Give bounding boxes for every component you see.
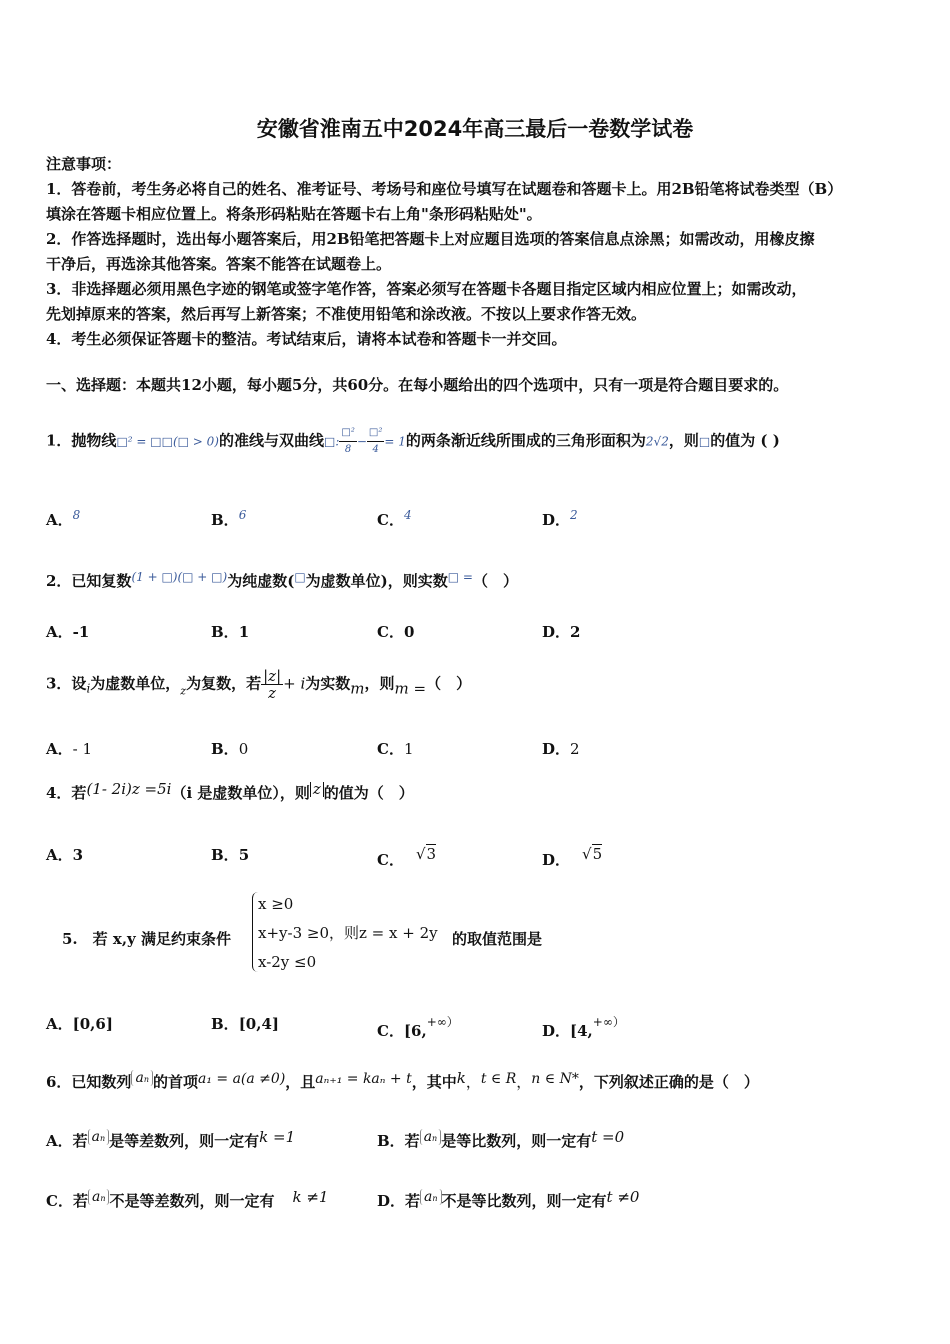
question-text: 为虚数单位)，则实数 <box>305 572 448 590</box>
option-c <box>377 844 436 870</box>
option-text: 不是等比数列，则一定有 <box>441 1192 607 1210</box>
question-text: ，则 <box>668 431 699 450</box>
question-text: 3．设 <box>46 674 87 693</box>
option-b <box>211 1013 279 1034</box>
option-label: D． <box>542 1022 571 1040</box>
formula: z <box>310 782 324 797</box>
question-text: ，下列叙述正确的是（ ） <box>578 1073 759 1091</box>
option-value: [0,4] <box>238 1015 279 1033</box>
notes-heading: 注意事项： <box>46 155 122 173</box>
option-d <box>542 1013 625 1041</box>
question-4 <box>46 780 414 803</box>
sequence <box>420 1189 442 1205</box>
sequence <box>88 1189 110 1205</box>
option-d <box>377 1188 639 1211</box>
question-text: 的两条渐近线所围成的三角形面积为 <box>405 431 646 450</box>
option-label: A．若 <box>46 1132 88 1150</box>
option-d <box>542 738 580 759</box>
formula: □: <box>323 434 340 449</box>
seq-subscript: n <box>432 1194 438 1203</box>
option-label: B．若 <box>377 1132 420 1150</box>
formula: k <box>456 1069 466 1087</box>
option-value: -1 <box>72 623 90 641</box>
option-c <box>377 1013 459 1041</box>
formula: + i <box>283 674 306 693</box>
option-value: 4 <box>403 508 412 522</box>
note-line: 先划掉原来的答案，然后再写上新答案；不准使用铅笔和涂改液。不按以上要求作答无效。 <box>46 305 647 323</box>
fraction <box>339 425 356 458</box>
option-c <box>377 621 414 642</box>
formula: k ≠1 <box>292 1188 329 1206</box>
question-2 <box>46 570 518 591</box>
constraint: x+y-3 ≥0，则z = x + 2y <box>258 924 438 942</box>
option-value: 2 <box>570 623 581 641</box>
infinity: +∞） <box>592 1015 625 1029</box>
question-text: 1．抛物线 <box>46 431 117 450</box>
formula: (1- 2i)z =5i <box>86 780 172 798</box>
formula: i <box>86 681 91 696</box>
option-c <box>46 1188 328 1211</box>
option-label: A． <box>46 511 73 529</box>
note-line: 4．考生必须保证答题卡的整洁。考试结束后，请将本试卷和答题卡一并交回。 <box>46 330 567 348</box>
seq-subscript: n <box>100 1134 106 1143</box>
option-label: B． <box>211 740 239 758</box>
comma: ， <box>465 1073 481 1091</box>
option-a <box>46 621 89 642</box>
option-value: 6 <box>238 508 247 522</box>
option-a <box>46 508 80 530</box>
option-b <box>211 621 249 642</box>
option-text: 是等差数列，则一定有 <box>109 1132 260 1150</box>
option-value: 1 <box>403 740 414 758</box>
question-1 <box>46 425 780 458</box>
seq-symbol: a <box>423 1129 433 1145</box>
sequence <box>131 1070 153 1086</box>
option-value: 5 <box>238 846 250 864</box>
question-text: ，其中 <box>411 1073 457 1091</box>
option-label: A． <box>46 740 73 758</box>
formula: (1 + □)(□ + □) <box>131 570 228 584</box>
option-label: B． <box>211 846 239 864</box>
formula: aₙ₊₁ = kaₙ + t <box>315 1071 412 1087</box>
option-d <box>542 508 578 530</box>
formula: t ∈ R <box>480 1071 517 1087</box>
option-value: 1 <box>238 623 250 641</box>
denominator: z <box>268 684 277 702</box>
option-label: C．若 <box>46 1192 88 1210</box>
option-label: B． <box>211 1015 239 1033</box>
question-text: 为复数，若 <box>186 674 262 693</box>
question-text: 为实数 <box>305 674 351 693</box>
option-value: 0 <box>238 740 249 758</box>
seq-subscript: n <box>432 1134 438 1143</box>
option-a <box>46 738 92 759</box>
option-value: [0,6] <box>72 1015 113 1033</box>
option-text: 是等比数列，则一定有 <box>441 1132 592 1150</box>
note-line: 填涂在答题卡相应位置上。将条形码粘贴在答题卡右上角"条形码粘贴处"。 <box>46 205 542 223</box>
seq-subscript: n <box>100 1194 106 1203</box>
sqrt-sign: √ <box>582 845 592 863</box>
option-b <box>211 508 246 530</box>
question-5 <box>62 928 231 949</box>
option-label: C． <box>377 851 404 869</box>
note-line: 3．非选择题必须用黑色字迹的钢笔或签字笔作答，答案必须写在答题卡各题目指定区域内相应位置上；如需改动， <box>46 280 807 298</box>
formula: □ = <box>447 570 473 584</box>
note-line: 2．作答选择题时，选出每小题答案后，用2B铅笔把答题卡上对应题目选项的答案信息点涂黑；如需改动，用橡皮擦 <box>46 230 815 248</box>
option-label: C． <box>377 1022 404 1040</box>
question-text: 6．已知数列 <box>46 1073 132 1091</box>
question-text: （ ） <box>472 572 518 590</box>
section-heading: 一、选择题：本题共12小题，每小题5分，共60分。在每小题给出的四个选项中，只有一项是符合题目要求的。 <box>46 376 789 394</box>
seq-symbol: a <box>91 1129 100 1145</box>
option-label: A． <box>46 1015 73 1033</box>
seq-subscript: n <box>143 1075 149 1084</box>
option-a <box>46 1128 295 1151</box>
page-title: 安徽省淮南五中2024年高三最后一卷数学试卷 <box>256 117 694 141</box>
option-a <box>46 1013 113 1034</box>
note-line: 1．答卷前，考生务必将自己的姓名、准考证号、考场号和座位号填写在试题卷和答题卡上。用2B铅笔将试卷类型（B） <box>46 180 843 198</box>
question-text: 的取值范围是 <box>452 930 543 948</box>
formula: □ <box>294 570 306 584</box>
question-text: （i 是虚数单位），则 <box>171 784 310 802</box>
option-d <box>542 621 580 642</box>
option-label: D． <box>542 851 571 869</box>
option-b <box>211 844 249 865</box>
comma: ， <box>516 1073 532 1091</box>
option-b <box>377 1128 624 1151</box>
formula: t ≠0 <box>606 1188 640 1206</box>
option-value: 8 <box>72 508 81 522</box>
option-value: 0 <box>403 623 415 641</box>
option-value: 2 <box>570 508 578 522</box>
option-value: 3 <box>426 845 437 863</box>
numerator: |z| <box>263 667 282 685</box>
denominator: 8 <box>344 444 352 455</box>
constraint: x-2y ≤0 <box>258 953 317 971</box>
option-label: D． <box>542 740 571 758</box>
option-value: 3 <box>72 846 84 864</box>
formula: k =1 <box>259 1128 296 1146</box>
formula: 2√2 <box>645 434 669 449</box>
option-value: 5 <box>592 845 603 863</box>
question-text: 的值为 ( ) <box>710 431 780 450</box>
option-label: A． <box>46 846 73 864</box>
seq-symbol: a <box>424 1189 433 1205</box>
question-text: 4．若 <box>46 784 87 802</box>
sequence <box>420 1129 442 1145</box>
sequence <box>88 1129 110 1145</box>
option-value: [6, <box>403 1022 427 1040</box>
formula: □² = □□(□ > 0) <box>116 434 219 449</box>
formula: z <box>180 684 187 698</box>
question-text: ，则 <box>364 674 395 693</box>
formula: m <box>350 679 365 698</box>
option-c <box>377 738 414 759</box>
option-d <box>542 844 602 870</box>
infinity: +∞） <box>426 1015 459 1029</box>
option-label: B． <box>211 511 239 529</box>
numerator: □² <box>339 425 356 442</box>
sqrt-sign: √ <box>415 845 426 863</box>
option-a <box>46 844 83 865</box>
constraint-system <box>258 890 438 977</box>
question-text: 的准线与双曲线 <box>218 431 324 450</box>
numerator: □² <box>367 425 384 442</box>
denominator: 4 <box>372 444 379 455</box>
constraint: x ≥0 <box>258 895 294 913</box>
question-text: 2．已知复数 <box>46 572 132 590</box>
question-text: 为虚数单位， <box>90 674 181 693</box>
option-label: C． <box>377 623 404 641</box>
question-text: 的首项 <box>152 1073 198 1091</box>
fraction <box>261 668 283 701</box>
option-text: 不是等差数列，则一定有 <box>109 1192 275 1210</box>
question-6 <box>46 1069 759 1092</box>
question-text: （ ） <box>426 674 472 693</box>
option-value: 2 <box>570 740 580 758</box>
formula: − <box>356 434 367 449</box>
option-b <box>211 738 248 759</box>
option-c <box>377 508 412 530</box>
formula: □ <box>698 434 711 449</box>
option-label: D．若 <box>377 1192 421 1210</box>
seq-symbol: a <box>135 1070 144 1086</box>
option-label: C． <box>377 740 404 758</box>
note-line: 干净后，再选涂其他答案。答案不能答在试题卷上。 <box>46 255 392 273</box>
option-label: C． <box>377 511 404 529</box>
formula: m = <box>394 679 427 698</box>
notes-block <box>46 152 906 352</box>
question-3 <box>46 668 471 701</box>
option-label: A． <box>46 623 73 641</box>
option-value: [4, <box>570 1022 593 1040</box>
formula: t =0 <box>591 1128 625 1146</box>
question-text: 的值为（ ） <box>323 784 414 802</box>
question-text: ，且 <box>285 1073 316 1091</box>
option-value: - 1 <box>72 740 93 758</box>
option-label: D． <box>542 623 571 641</box>
formula: a₁ = a(a ≠0) <box>197 1071 286 1087</box>
question-text: 5. 若 x,y 满足约束条件 <box>62 930 231 948</box>
seq-symbol: a <box>91 1189 101 1205</box>
formula: = 1 <box>384 434 406 449</box>
option-label: D． <box>542 511 571 529</box>
formula: n ∈ N* <box>531 1071 579 1087</box>
question-text: 为纯虚数( <box>227 572 295 590</box>
option-label: B． <box>211 623 239 641</box>
fraction <box>367 425 384 458</box>
